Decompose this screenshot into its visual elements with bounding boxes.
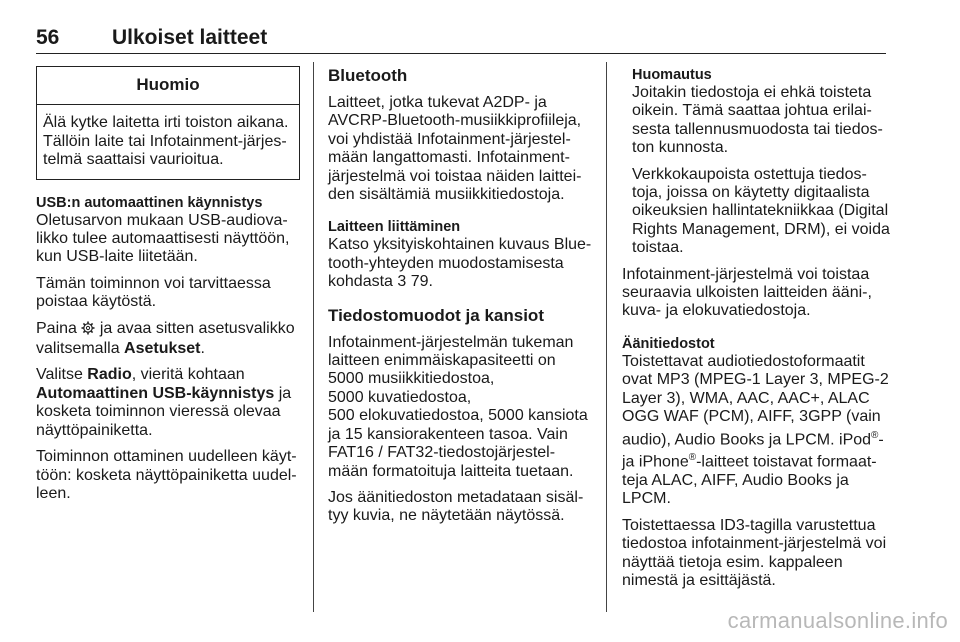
notice-heading: Huomautus bbox=[632, 67, 712, 83]
text-line: poistaa käytöstä. bbox=[36, 293, 157, 311]
column-2 bbox=[328, 66, 600, 526]
audio-files-heading: Äänitiedostot bbox=[622, 335, 715, 352]
text-line: kuva- ja elokuvatiedostoja. bbox=[622, 302, 811, 320]
text-line: kohdasta 3 79. bbox=[328, 273, 433, 291]
column-divider-1 bbox=[313, 62, 314, 612]
notice-line: toistaa. bbox=[632, 239, 684, 257]
text-line: tyy kuvia, ne näytetään näytössä. bbox=[328, 507, 565, 525]
text-line: ovat MP3 (MPEG-1 Layer 3, MPEG-2 bbox=[622, 371, 889, 389]
text-line: den sisältämiä musiikkitiedostoja. bbox=[328, 186, 565, 204]
text-line: Toiminnon ottaminen uudelleen käyt- bbox=[36, 448, 297, 466]
column-divider-2 bbox=[606, 62, 607, 612]
text-line: kun USB-laite liitetään. bbox=[36, 248, 198, 266]
text-line: Infotainment-järjestelmän tukeman bbox=[328, 333, 574, 351]
notice-line: Rights Management, DRM), ei voida bbox=[632, 220, 890, 238]
text-line: mään formatoituja laitteita tuetaan. bbox=[328, 462, 574, 480]
text-line: tooth-yhteyden muodostamisesta bbox=[328, 254, 564, 272]
caution-title: Huomio bbox=[37, 67, 299, 105]
registered-mark: ® bbox=[871, 429, 879, 441]
caution-body bbox=[37, 105, 299, 178]
text-line: valitsemalla Asetukset. bbox=[36, 340, 205, 358]
column-3 bbox=[622, 66, 892, 590]
notice-line: ton kunnosta. bbox=[632, 139, 729, 157]
notice-line: Joitakin tiedostoja ei ehkä toisteta bbox=[632, 84, 872, 101]
notice-line: sesta tallennusmuodosta tai tiedos- bbox=[632, 120, 883, 138]
usb-autostart-heading: USB:n automaattinen käynnistys bbox=[36, 194, 263, 211]
registered-mark: ® bbox=[688, 452, 697, 464]
text-line: järjestelmä voi toistaa näiden laittei- bbox=[328, 167, 582, 185]
text-line: tiedostoa infotainment-järjestelmä voi bbox=[622, 535, 887, 553]
notice-line: Verkkokaupoista ostettuja tiedos- bbox=[632, 165, 867, 183]
page-reference-arrow-icon: 3 bbox=[397, 273, 407, 291]
text-line: seuraavia ulkoisten laitteiden ääni-, bbox=[622, 284, 872, 302]
text-line: likko tulee automaattisesti näyttöön, bbox=[36, 230, 290, 248]
text-line: Toistettaessa ID3-tagilla varustettua bbox=[622, 516, 876, 534]
menu-term-settings: Asetukset bbox=[124, 340, 201, 358]
text-line: Layer 3), WMA, AAC, AAC+, ALAC bbox=[622, 389, 870, 407]
menu-term-usb-autostart: Automaattinen USB-käynnistys bbox=[36, 384, 275, 402]
caution-box bbox=[36, 66, 300, 180]
text-line: töön: kosketa näyttöpainiketta uudel- bbox=[36, 466, 297, 484]
bluetooth-heading: Bluetooth bbox=[328, 66, 408, 85]
text-line: Infotainment-järjestelmä voi toistaa bbox=[622, 265, 870, 283]
text-line: audio), Audio Books ja LPCM. iPod®- bbox=[622, 429, 884, 448]
text-line: näyttöpainiketta. bbox=[36, 421, 153, 439]
text-line: FAT16 / FAT32-tiedostojärjestel- bbox=[328, 444, 556, 462]
text-line: mään langattomasti. Infotainment- bbox=[328, 149, 570, 167]
running-title: Ulkoiset laitteet bbox=[112, 26, 268, 49]
caution-line: telmä saattaisi vaurioitua. bbox=[43, 151, 224, 169]
text-line: leen. bbox=[36, 484, 71, 502]
settings-gear-icon bbox=[81, 321, 95, 340]
column-1 bbox=[36, 66, 304, 503]
notice-line: oikeuksien hallintatekniikkaa (Digital bbox=[632, 202, 889, 220]
text-line: laitteen enimmäiskapasiteetti on bbox=[328, 352, 556, 370]
watermark: carmanualsonline.info bbox=[727, 608, 948, 633]
text-line: ja iPhone®-laitteet toistavat formaat- bbox=[622, 452, 877, 471]
header-rule bbox=[36, 53, 886, 54]
text-line: Paina ja avaa sitten asetusvalikko bbox=[36, 320, 304, 340]
text-line: AVCRP-Bluetooth-musiikkiprofiileja, bbox=[328, 112, 582, 130]
text-line: näyttää tietoja esim. kappaleen bbox=[622, 553, 843, 571]
caution-line: Tällöin laite tai Infotainment-järjes- bbox=[43, 132, 287, 150]
page-header bbox=[36, 26, 886, 52]
text-line: OGG WAF (PCM), AIFF, 3GPP (vain bbox=[622, 408, 881, 426]
text-line: Valitse Radio, vieritä kohtaan bbox=[36, 366, 245, 384]
text-line: Tämän toiminnon voi tarvittaessa bbox=[36, 274, 271, 292]
notice-line: toja, joissa on käytetty digitaalista bbox=[632, 184, 870, 202]
notice-line: oikein. Tämä saattaa johtua erilai- bbox=[632, 102, 872, 120]
text-line: 500 elokuvatiedostoa, 5000 kansiota bbox=[328, 407, 588, 425]
page-number: 56 bbox=[36, 26, 60, 49]
text-line: ja 15 kansiorakenteen tasoa. Vain bbox=[328, 425, 568, 443]
text-line: 5000 kuvatiedostoa, bbox=[328, 388, 472, 406]
text-line: Oletusarvon mukaan USB-audiova- bbox=[36, 211, 288, 229]
text-line: voi yhdistää Infotainment-järjestel- bbox=[328, 130, 571, 148]
text-line: LPCM. bbox=[622, 490, 671, 508]
text-line: kosketa toiminnon vieressä olevaa bbox=[36, 403, 281, 421]
text-line: Laitteet, jotka tukevat A2DP- ja bbox=[328, 94, 547, 111]
text-line: 5000 musiikkitiedostoa, bbox=[328, 370, 495, 388]
text-line: teja ALAC, AIFF, Audio Books ja bbox=[622, 471, 849, 489]
menu-term-radio: Radio bbox=[87, 366, 132, 384]
caution-line: Älä kytke laitetta irti toiston aikana. bbox=[43, 114, 289, 132]
formats-heading: Tiedostomuodot ja kansiot bbox=[328, 305, 544, 325]
device-connect-heading: Laitteen liittäminen bbox=[328, 219, 461, 236]
text-line: Toistettavat audiotiedostoformaatit bbox=[622, 352, 865, 370]
text-line: nimestä ja esittäjästä. bbox=[622, 572, 776, 589]
text-line: Automaattinen USB-käynnistys ja bbox=[36, 384, 292, 402]
text-line: Katso yksityiskohtainen kuvaus Blue- bbox=[328, 236, 592, 254]
text-line: Jos äänitiedoston metadataan sisäl- bbox=[328, 488, 584, 506]
